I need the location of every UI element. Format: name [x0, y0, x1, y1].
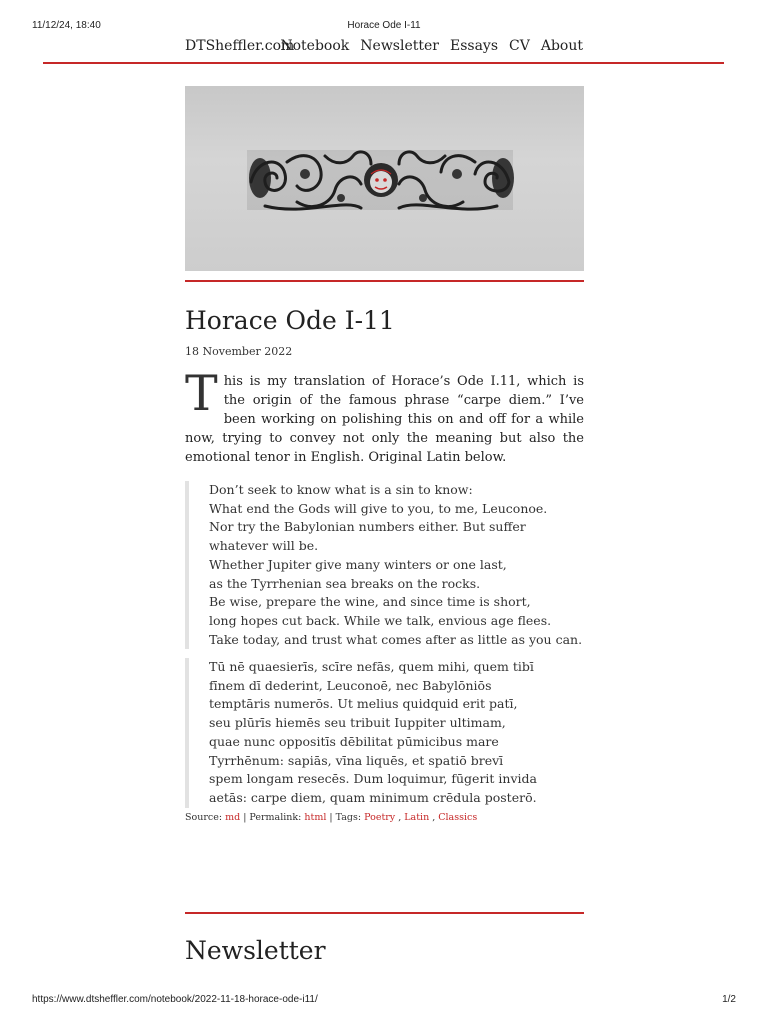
- nav-link-about[interactable]: About: [540, 38, 583, 54]
- tag-latin-link[interactable]: Latin: [404, 812, 430, 823]
- post-title: Horace Ode I-11: [185, 306, 395, 335]
- post-date: 18 November 2022: [185, 345, 293, 358]
- translation-line: What end the Gods will give to you, to me, Leuconoe.: [209, 500, 548, 516]
- newsletter-divider: [185, 912, 584, 914]
- tags-label: | Tags:: [329, 812, 362, 823]
- permalink-label: | Permalink:: [243, 812, 302, 823]
- tag-separator: ,: [429, 812, 439, 823]
- latin-line: Tyrrhēnum: sapiās, vīna liquēs, et spatiō brevī: [209, 752, 504, 768]
- latin-line: quae nunc oppositīs dēbilitat pūmicibus mare: [209, 733, 499, 749]
- nav-link-cv[interactable]: CV: [509, 38, 530, 54]
- print-page-number: 1/2: [722, 994, 736, 1005]
- print-page-title: Horace Ode I-11: [347, 20, 421, 31]
- latin-line: Tū nē quaesierīs, scīre nefās, quem mihi, quem tibī: [209, 659, 534, 674]
- site-nav: [185, 38, 585, 58]
- post-meta: [185, 812, 477, 823]
- translation-line: as the Tyrrhenian sea breaks on the rocks.: [209, 575, 481, 591]
- drop-cap: T: [185, 365, 218, 422]
- header-divider: [43, 62, 724, 64]
- translation-line: Nor try the Babylonian numbers either. But suffer whatever will be.: [209, 519, 526, 554]
- nav-link-notebook[interactable]: Notebook: [280, 38, 350, 54]
- latin-line: aetās: carpe diem, quam minimum crēdula posterō.: [209, 789, 537, 805]
- print-url: https://www.dtsheffler.com/notebook/2022-11-18-horace-ode-i11/: [32, 994, 318, 1005]
- translation-line: Whether Jupiter give many winters or one last,: [209, 556, 507, 572]
- latin-blockquote: [185, 658, 584, 808]
- site-brand-link[interactable]: DTSheffler.com: [185, 38, 295, 54]
- translation-line: Take today, and trust what comes after as little as you can.: [209, 631, 583, 647]
- print-timestamp: 11/12/24, 18:40: [32, 20, 101, 31]
- nav-links: [280, 38, 583, 54]
- permalink-html-link[interactable]: html: [304, 812, 327, 823]
- latin-line: seu plūrīs hiemēs seu tribuit Iuppiter ultimam,: [209, 715, 506, 731]
- tag-separator: ,: [395, 812, 405, 823]
- hero-divider: [185, 280, 584, 282]
- post-intro: [185, 365, 584, 467]
- tag-poetry-link[interactable]: Poetry: [364, 812, 396, 823]
- latin-line: temptāris numerōs. Ut melius quidquid erit patī,: [209, 696, 518, 712]
- print-header: [0, 16, 768, 32]
- tag-classics-link[interactable]: Classics: [438, 812, 478, 823]
- ornament-engraving: [185, 86, 584, 271]
- intro-text: his is my translation of Horace’s Ode I.11, which is the origin of the famous phrase “carpe diem.” I’ve been working on polishing this on and off for a while now, trying to convey not only the meaning but also the emotional tenor in English. Original Latin below.: [185, 374, 584, 465]
- nav-link-essays[interactable]: Essays: [449, 38, 499, 54]
- translation-line: Don’t seek to know what is a sin to know:: [209, 482, 473, 497]
- newsletter-heading: Newsletter: [185, 936, 326, 965]
- nav-link-newsletter[interactable]: Newsletter: [360, 38, 439, 54]
- latin-line: spem longam resecēs. Dum loquimur, fūgerit invida: [209, 771, 537, 787]
- translation-blockquote: [185, 481, 584, 649]
- source-label: Source:: [185, 812, 223, 823]
- hero-ornament-image: [185, 86, 584, 271]
- translation-line: Be wise, prepare the wine, and since time is short,: [209, 594, 531, 610]
- translation-line: long hopes cut back. While we talk, envious age flees.: [209, 612, 552, 628]
- print-footer: [0, 990, 768, 1006]
- latin-line: fīnem dī dederint, Leuconoē, nec Babylōniōs: [209, 677, 492, 693]
- source-md-link[interactable]: md: [225, 812, 241, 823]
